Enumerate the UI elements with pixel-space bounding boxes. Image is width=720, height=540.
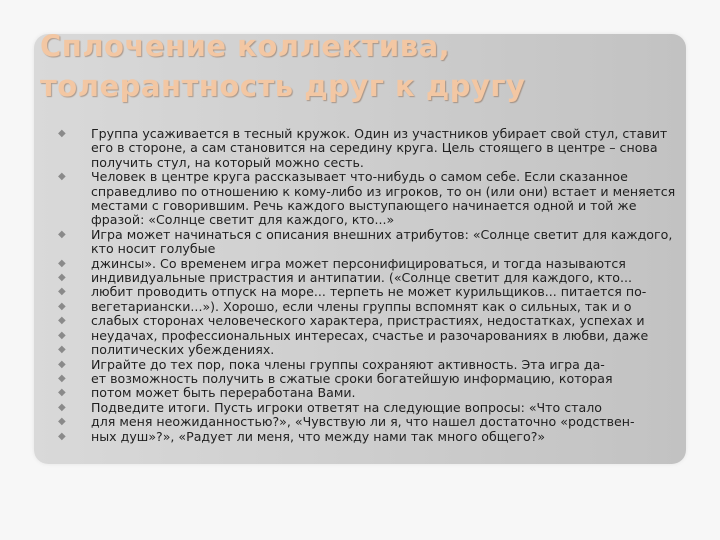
diamond-bullet-icon: ◆ [58,329,66,341]
diamond-bullet-icon: ◆ [58,358,66,370]
diamond-bullet-icon: ◆ [58,128,66,139]
bullet-item [58,300,658,314]
diamond-bullet-icon: ◆ [58,372,66,384]
bullet-item [58,329,658,343]
diamond-bullet-icon: ◆ [58,257,66,269]
bullet-text-line: фразой: «Солнце светит для каждого, кто...» [91,212,395,228]
diamond-bullet-icon: ◆ [58,344,66,356]
bullet-item [58,169,676,228]
bullet-text-line: Игра может начинаться с описания внешних атрибутов: «Солнце светит для каждого, [91,226,673,242]
bullet-text-line: ет возможность получить в сжатые сроки богатейшую информацию, которая [91,370,613,386]
bullet-item [58,257,658,271]
bullet-text-line: Человек в центре круга рассказывает что-нибудь о самом себе. Если сказанное [91,169,628,185]
bullet-text-line: неудачах, профессиональных интересах, счастье и разочарованиях в любви, даже [91,327,649,343]
diamond-bullet-icon: ◆ [58,272,66,284]
slide-title-line-2: толерантность друг к другу [40,69,526,103]
diamond-bullet-icon: ◆ [58,315,66,327]
bullet-item [58,358,658,372]
bullet-text-line: кто носит голубые [91,241,216,257]
bullet-text-line: джинсы». Со временем игра может персонифицироваться, и тогда называются [91,255,626,271]
bullet-text-line: потом может быть переработана Вами. [91,385,356,401]
diamond-bullet-icon: ◆ [58,401,66,413]
diamond-bullet-icon: ◆ [58,387,66,399]
bullet-text-line: ных душ»?», «Радует ли меня, что между нами так много общего?» [91,428,546,444]
bullet-text-line: справедливо по отношению к кому-либо из игроков, то он (или они) встает и меняется [91,183,676,199]
bullet-list [58,126,676,444]
diamond-bullet-icon: ◆ [58,430,66,442]
bullet-text-line: Группа усаживается в тесный кружок. Один из участников убирает свой стул, ставит [91,126,668,141]
bullet-text-line: индивидуальные пристрастия и антипатии. («Солнце светит для каждого, кто... [91,270,633,286]
bullet-item [58,386,658,400]
bullet-text-line: получить стул, на который можно сесть. [91,154,364,170]
bullet-item [58,226,673,257]
diamond-bullet-icon: ◆ [58,416,66,428]
bullet-text-line: Подведите итоги. Пусть игроки ответят на следующие вопросы: «Что стало [91,399,602,415]
bullet-item [58,285,658,299]
bullet-item [58,415,658,429]
bullet-text-line: политических убеждениях. [91,342,275,358]
bullet-text-line: любит проводить отпуск на море... терпеть не может курильщиков... питается по- [91,284,647,300]
bullet-text-line: его в стороне, а сам становится на середину круга. Цель стоящего в центре – снова [91,140,658,156]
bullet-item [58,430,658,444]
bullet-text-line: Играйте до тех пор, пока члены группы сохраняют активность. Эта игра да- [91,356,605,372]
bullet-text-line: местами с говорившим. Речь каждого выступающего начинается одной и той же [91,198,637,214]
bullet-item [58,126,668,170]
bullet-item [58,343,658,357]
bullet-item [58,314,658,328]
diamond-bullet-icon: ◆ [58,228,66,240]
diamond-bullet-icon: ◆ [58,286,66,298]
bullet-text-line: для меня неожиданностью?», «Чувствую ли я, что нашел достаточно «родствен- [91,414,635,430]
bullet-text-line: слабых сторонах человеческого характера, пристрастиях, недостатках, успехах и [91,313,645,329]
bullet-item [58,271,658,285]
bullet-item [58,401,658,415]
diamond-bullet-icon: ◆ [58,171,66,183]
bullet-item [58,372,658,386]
diamond-bullet-icon: ◆ [58,300,66,312]
slide-title [40,26,700,106]
slide-title-line-1: Сплочение коллектива, [40,29,451,63]
bullet-text-line: вегетариански...»). Хорошо, если члены группы вспомнят как о сильных, так и о [91,298,632,314]
